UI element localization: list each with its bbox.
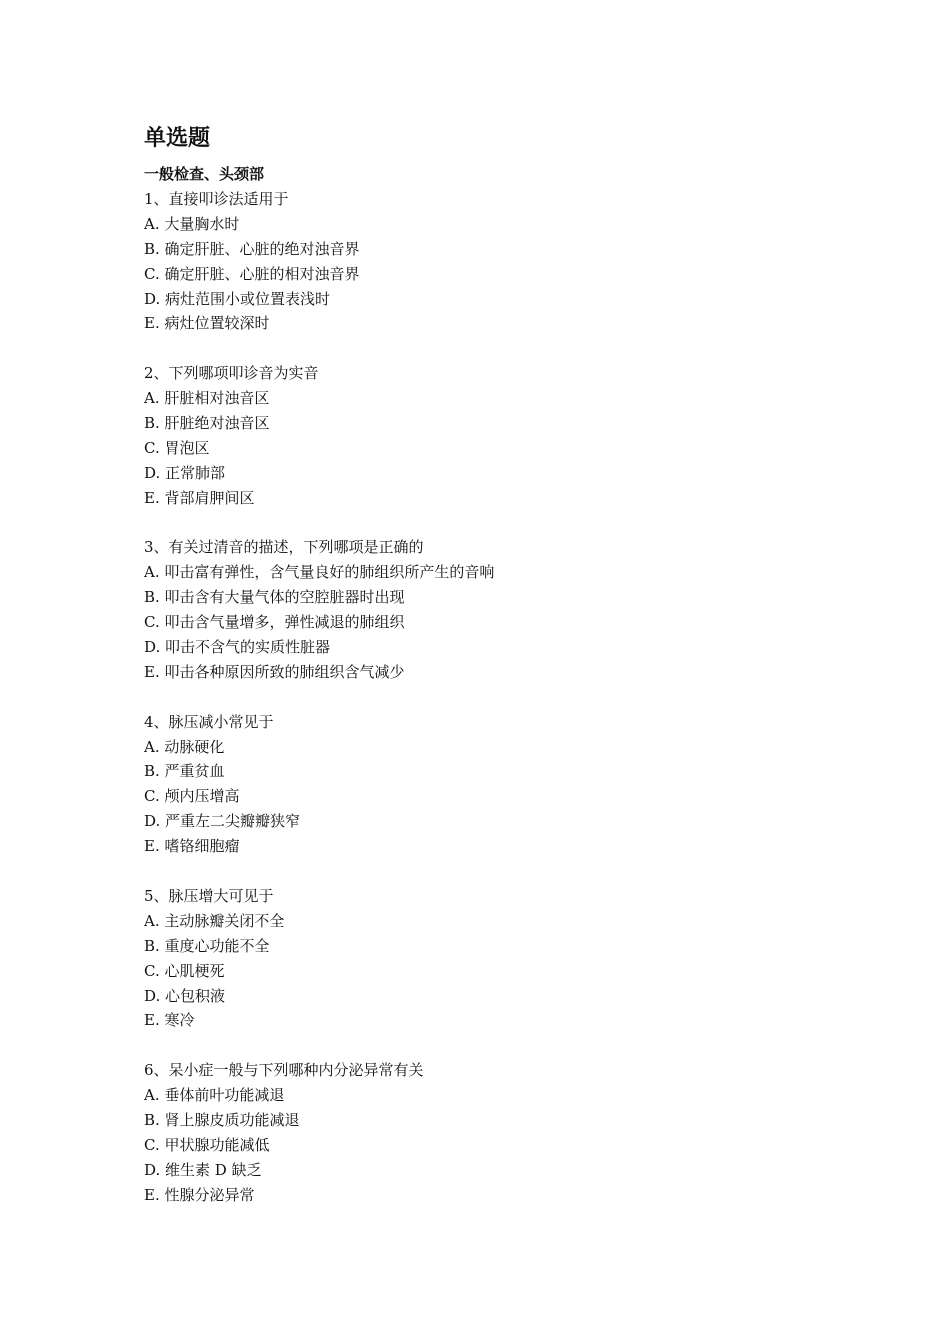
option-e: E. 病灶位置较深时 [144, 314, 270, 333]
option-b: B. 严重贫血 [144, 762, 225, 781]
option-e: E. 叩击各种原因所致的肺组织含气减少 [144, 662, 405, 681]
option-d: D. 正常肺部 [144, 463, 226, 482]
option-e: E. 背部肩胛间区 [144, 488, 255, 507]
option-a: A. 垂体前叶功能减退 [144, 1086, 285, 1105]
question-6 [144, 1058, 844, 1207]
option-a: A. 动脉硬化 [144, 737, 225, 756]
question-stem: 2、下列哪项叩诊音为实音 [144, 364, 319, 383]
question-stem: 6、呆小症一般与下列哪种内分泌异常有关 [144, 1061, 424, 1080]
option-c: C. 叩击含气量增多，弹性减退的肺组织 [144, 613, 405, 632]
option-d: D. 叩击不含气的实质性脏器 [144, 638, 331, 657]
option-a: A. 大量胸水时 [144, 214, 240, 233]
option-c: C. 心肌梗死 [144, 961, 225, 980]
section-heading: 一般检查、头颈部 [144, 165, 265, 183]
question-stem: 1、直接叩诊法适用于 [144, 190, 289, 208]
option-b: B. 确定肝脏、心脏的绝对浊音界 [144, 239, 360, 258]
option-d: D. 心包积液 [144, 986, 226, 1005]
option-d: D. 维生素 D 缺乏 [144, 1160, 262, 1179]
question-stem: 3、有关过清音的描述，下列哪项是正确的 [144, 538, 424, 557]
page-title: 单选题 [144, 126, 211, 151]
question-4 [144, 710, 844, 859]
option-c: C. 颅内压增高 [144, 787, 240, 806]
option-d: D. 严重左二尖瓣瓣狭窄 [144, 812, 301, 831]
option-c: C. 确定肝脏、心脏的相对浊音界 [144, 264, 360, 283]
question-3 [144, 535, 844, 684]
option-a: A. 肝脏相对浊音区 [144, 389, 270, 408]
option-d: D. 病灶范围小或位置表浅时 [144, 289, 331, 308]
option-e: E. 嗜铬细胞瘤 [144, 837, 240, 856]
option-b: B. 肾上腺皮质功能减退 [144, 1110, 300, 1129]
question-1 [144, 187, 844, 336]
option-a: A. 叩击富有弹性，含气量良好的肺组织所产生的音响 [144, 563, 495, 582]
option-c: C. 胃泡区 [144, 438, 210, 457]
question-5 [144, 884, 844, 1033]
document-page [144, 124, 844, 1232]
option-c: C. 甲状腺功能减低 [144, 1135, 270, 1154]
question-2 [144, 361, 844, 510]
question-stem: 4、脉压减小常见于 [144, 712, 274, 731]
option-b: B. 肝脏绝对浊音区 [144, 414, 270, 433]
option-b: B. 叩击含有大量气体的空腔脏器时出现 [144, 588, 405, 607]
option-e: E. 性腺分泌异常 [144, 1185, 255, 1204]
option-a: A. 主动脉瓣关闭不全 [144, 911, 285, 930]
option-e: E. 寒冷 [144, 1011, 195, 1030]
option-b: B. 重度心功能不全 [144, 936, 270, 955]
question-stem: 5、脉压增大可见于 [144, 886, 274, 905]
